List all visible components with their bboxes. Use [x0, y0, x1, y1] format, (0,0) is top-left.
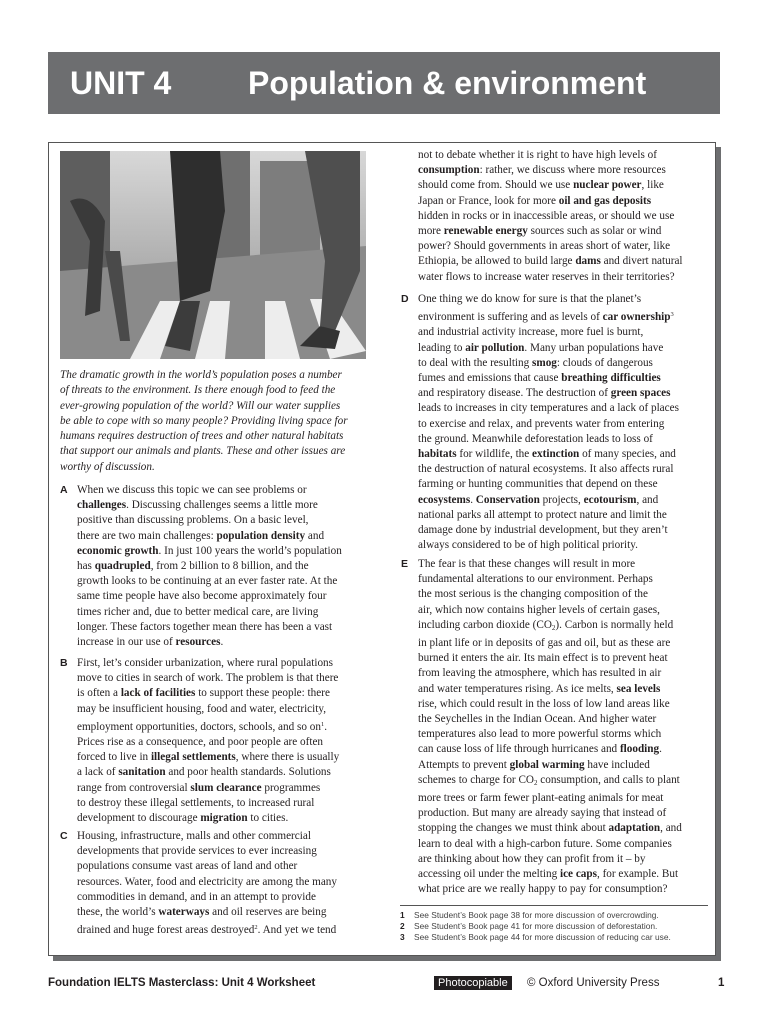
paragraph-label: A [60, 484, 68, 496]
text-segment: and oil reserves are being [209, 906, 327, 919]
text-segment: projects, [539, 493, 584, 506]
text-line [418, 636, 713, 651]
footnote-text: See Student’s Book page 44 for more discussion of reducing car use. [414, 932, 671, 942]
paragraph-label: C [60, 830, 68, 842]
text-line [418, 682, 713, 697]
text-line [418, 867, 713, 882]
text-segment: a lack of [77, 766, 119, 779]
text-segment: are thinking about how they can profit from it – by [418, 852, 646, 865]
text-line [418, 292, 713, 307]
text-segment: to cities. [247, 812, 289, 825]
text-segment: accessing oil under the melting [418, 868, 560, 881]
text-line [77, 735, 372, 750]
caption-line: be able to cope with so many people? Providing living space for [60, 414, 348, 427]
text-segment: including carbon dioxide (CO [418, 618, 552, 631]
text-line [418, 270, 713, 285]
unit-number: UNIT 4 [70, 65, 172, 101]
key-term: global warming [509, 758, 585, 771]
paragraph-text [77, 829, 372, 938]
text-segment: range from controversial [77, 781, 191, 794]
text-line [418, 618, 713, 636]
text-segment: temperatures also lead to more powerful storms which [418, 728, 662, 741]
paragraph-label: B [60, 657, 68, 669]
text-segment: drained and huge forest areas destroyed [77, 924, 255, 937]
text-segment: . [220, 636, 224, 649]
text-line [418, 773, 713, 791]
footnote-3 [400, 932, 671, 942]
key-term: migration [200, 812, 248, 825]
text-segment: water flows to increase water reserves in their territories? [418, 270, 675, 283]
text-segment: One thing we do know for sure is that the planet’s [418, 293, 642, 305]
text-segment: hidden in rocks or in inaccessible areas, or should we use [418, 209, 675, 222]
text-segment: developments that provide services to ever increasing [77, 845, 317, 858]
text-segment: programmes [261, 781, 321, 794]
text-line [418, 852, 713, 867]
text-segment: burned it enters the air. Its main effect is to prevent heat [418, 652, 668, 665]
text-segment: leading to [418, 341, 466, 354]
text-line [77, 859, 372, 874]
text-line [418, 341, 713, 356]
text-line [77, 656, 372, 671]
text-line [418, 163, 713, 178]
key-term: sea levels [616, 682, 661, 695]
text-segment: 2 [551, 623, 556, 632]
text-line [418, 194, 713, 209]
paragraph-d [401, 292, 713, 553]
text-line [418, 224, 713, 239]
text-segment: fundamental alterations to our environment. Perhaps [418, 573, 653, 586]
key-term: nuclear power [573, 179, 642, 192]
text-line [418, 587, 713, 602]
text-segment: . In just 100 years the world’s population [158, 544, 342, 557]
text-line [418, 508, 713, 523]
key-term: flooding [619, 743, 660, 756]
text-segment: : rather, we discuss where more resources [479, 164, 666, 177]
text-line [77, 702, 372, 717]
text-line [77, 589, 372, 604]
text-line [77, 671, 372, 686]
text-segment: to support these people: there [195, 687, 330, 700]
text-line [418, 523, 713, 538]
key-term: population density [216, 529, 306, 542]
text-segment: , like [641, 179, 664, 192]
text-line [418, 307, 713, 325]
text-segment: the destruction of natural ecosystems. It also affects rural [418, 463, 674, 476]
text-line [418, 371, 713, 386]
text-line [418, 356, 713, 371]
text-line [77, 890, 372, 905]
text-segment: First, let’s consider urbanization, where rural populations [77, 657, 334, 669]
text-line [418, 712, 713, 727]
text-line [418, 477, 713, 492]
footnote-number: 2 [400, 921, 405, 931]
text-line [77, 574, 372, 589]
key-term: quadrupled [94, 560, 151, 573]
text-line [77, 750, 372, 765]
text-line [77, 781, 372, 796]
text-segment: power? Should governments in areas short of water, like [418, 240, 671, 253]
paragraph-text [418, 148, 713, 285]
key-term: smog [532, 356, 557, 369]
text-segment: schemes to charge for CO [418, 773, 534, 786]
text-segment: more trees or farm fewer plant-eating animals for meat [418, 792, 664, 805]
text-segment: , and [636, 493, 659, 506]
text-segment: employment opportunities, doctors, schools, and so on [77, 720, 321, 733]
text-segment: commodities in demand, and in an attempt to provide [77, 890, 316, 903]
text-segment: Japan or France, look for more [418, 194, 559, 207]
text-line [418, 837, 713, 852]
key-term: Conservation [475, 493, 540, 506]
key-term: air pollution [465, 341, 525, 354]
paragraph-e [401, 557, 713, 897]
text-segment: national parks all attempt to protect nature and limit the [418, 508, 667, 521]
page-number: 1 [718, 977, 725, 989]
text-segment: forced to live in [77, 751, 151, 764]
paragraph-a [60, 483, 372, 650]
text-segment: the most serious is the changing composition of the [418, 588, 648, 601]
footnote-divider [400, 905, 708, 906]
caption-line: The dramatic growth in the world’s population poses a number [60, 369, 342, 381]
text-segment: resources. Water, food and electricity are among the many [77, 875, 337, 888]
text-segment: populations consume vast areas of land and other [77, 860, 298, 873]
text-segment: positive than discussing problems. On a basic level, [77, 514, 309, 527]
text-line [418, 791, 713, 806]
text-segment: learn to deal with a high-carbon future. Some companies [418, 837, 672, 850]
paragraph-label: E [401, 558, 409, 570]
key-term: dams [575, 255, 601, 268]
text-segment: environment is suffering and as levels of [418, 311, 603, 324]
text-segment: 2 [533, 778, 538, 787]
text-line [418, 882, 713, 897]
text-segment: The fear is that these changes will result in more [418, 558, 636, 570]
text-segment: for wildlife, the [456, 448, 533, 461]
text-segment: is often a [77, 687, 121, 700]
text-segment: to destroy these illegal settlements, to increased rural [77, 796, 315, 809]
text-line [77, 920, 372, 938]
text-segment: times richer and, due to better medical care, are living [77, 605, 319, 618]
caption-line: ever-growing population of the world? Will our water supplies [60, 399, 341, 412]
text-segment: move to cities in search of work. The problem is that there [77, 672, 339, 685]
text-line [418, 254, 713, 269]
text-line [77, 529, 372, 544]
text-segment: of many species, and [579, 448, 676, 461]
key-term: challenges [77, 499, 127, 512]
text-segment: has [77, 560, 95, 573]
text-segment: . [470, 493, 476, 506]
photo-illustration [60, 151, 366, 359]
text-segment: When we discuss this topic we can see problems or [77, 484, 307, 496]
text-segment: and industrial activity increase, more fuel is burnt, [418, 326, 644, 339]
text-line [418, 666, 713, 681]
footnote-2 [400, 921, 657, 931]
text-line [418, 148, 713, 163]
key-term: slum clearance [190, 781, 262, 794]
text-line [77, 544, 372, 559]
text-segment: these, the world’s [77, 906, 159, 919]
text-line [418, 821, 713, 836]
text-line [77, 796, 372, 811]
text-line [418, 538, 713, 553]
key-term: consumption [418, 164, 480, 177]
text-segment: 3 [670, 311, 674, 319]
text-segment: 2 [254, 924, 258, 932]
text-line [418, 758, 713, 773]
key-term: illegal settlements [150, 751, 236, 764]
text-segment: and [305, 529, 325, 542]
key-term: oil and gas deposits [558, 194, 652, 207]
unit-banner [48, 52, 720, 114]
text-segment: . [659, 743, 662, 756]
unit-title: Population & environment [248, 65, 647, 101]
text-segment: the ground. Meanwhile deforestation leads to loss of [418, 432, 653, 445]
text-line [418, 557, 713, 572]
text-line [77, 498, 372, 513]
footnote-text: See Student’s Book page 41 for more discussion of deforestation. [414, 921, 658, 931]
text-segment: should come from. Should we use [418, 179, 574, 192]
photo-caption [60, 368, 366, 475]
text-segment: leads to increases in city temperatures and a lack of places [418, 402, 679, 415]
text-segment: , and [660, 822, 682, 835]
text-segment: and divert natural [600, 255, 683, 268]
key-term: sanitation [118, 766, 166, 779]
key-term: ice caps [559, 868, 597, 881]
text-line [418, 493, 713, 508]
caption-line: worthy of discussion. [60, 460, 155, 473]
paragraph-c-continued [401, 148, 713, 285]
text-segment: stopping the changes we must think about [418, 822, 609, 835]
key-term: economic growth [77, 544, 159, 557]
paragraph-text [77, 483, 372, 650]
text-line [77, 875, 372, 890]
key-term: renewable energy [443, 225, 528, 238]
key-term: resources [175, 636, 221, 649]
text-line [418, 417, 713, 432]
text-segment: air, which now contains higher levels of certain gases, [418, 603, 660, 616]
text-segment: Prices rise as a consequence, and poor people are often [77, 736, 324, 749]
text-line [418, 432, 713, 447]
text-line [418, 209, 713, 224]
text-line [418, 572, 713, 587]
text-segment: and poor health standards. Solutions [165, 766, 331, 779]
text-segment: from leaving the atmosphere, which has resulted in air [418, 667, 662, 680]
text-segment: , for example. But [596, 868, 679, 881]
text-line [77, 513, 372, 528]
text-line [418, 727, 713, 742]
text-line [77, 635, 372, 650]
copyright-notice: © Oxford University Press [527, 977, 660, 989]
text-segment: Housing, infrastructure, malls and other commercial [77, 830, 311, 842]
text-line [77, 905, 372, 920]
text-segment: same time people have also become approximately four [77, 590, 327, 603]
text-segment: , where there is usually [235, 751, 340, 764]
text-line [418, 806, 713, 821]
text-segment: consumption, and calls to plant [537, 773, 680, 786]
text-line [77, 717, 372, 735]
text-segment: in plant life or in deposits of gas and oil, but as these are [418, 637, 671, 650]
footnote-number: 3 [400, 932, 405, 942]
caption-line: humans requires destruction of trees and other natural habitats [60, 430, 344, 443]
text-line [77, 483, 372, 498]
paragraph-text [418, 292, 713, 553]
footer-title: Foundation IELTS Masterclass: Unit 4 Worksheet [48, 977, 316, 989]
footnote-1 [400, 910, 659, 920]
text-segment: Ethiopia, be allowed to build large [418, 255, 576, 268]
text-segment: ). Carbon is normally held [555, 618, 674, 631]
text-segment: damage done by industrial development, but they aren’t [418, 524, 668, 537]
text-segment: : clouds of dangerous [556, 356, 653, 369]
key-term: car ownership [602, 311, 671, 324]
text-segment: the Seychelles in the Indian Ocean. And higher water [418, 713, 657, 726]
photocopiable-badge: Photocopiable [434, 976, 512, 990]
caption-line: of threats to the environment. Is there enough food to feed the [60, 384, 336, 397]
text-segment: . Many urban populations have [524, 341, 664, 354]
text-segment: longer. These factors together mean there has been a vast [77, 620, 333, 633]
text-segment: may be insufficient housing, food and water, electricity, [77, 702, 327, 715]
text-segment: and respiratory disease. The destruction of [418, 387, 611, 400]
text-segment: development to discourage [77, 812, 201, 825]
text-segment: and water temperatures rising. As ice melts, [418, 682, 617, 695]
text-segment: 1 [320, 720, 325, 728]
key-term: lack of facilities [120, 687, 196, 700]
text-line [77, 605, 372, 620]
text-line [77, 829, 372, 844]
text-segment: fumes and emissions that cause [418, 372, 562, 385]
paragraph-b [60, 656, 372, 826]
text-line [418, 651, 713, 666]
key-term: ecosystems [418, 493, 471, 506]
text-segment: always considered to be of high political priority. [418, 539, 638, 552]
text-segment: what price are we really happy to pay for consumption? [418, 883, 668, 896]
text-line [77, 620, 372, 635]
text-line [418, 178, 713, 193]
paragraph-label: D [401, 293, 409, 305]
key-term: extinction [532, 448, 580, 461]
text-line [418, 603, 713, 618]
text-segment: can cause loss of life through hurricanes and [418, 743, 620, 756]
text-segment: increase in our use of [77, 636, 176, 649]
text-line [418, 386, 713, 401]
text-segment: farming or hunting communities that depend on these [418, 478, 658, 491]
text-line [418, 697, 713, 712]
footnote-text: See Student’s Book page 38 for more discussion of overcrowding. [414, 910, 659, 920]
text-segment: more [418, 225, 444, 238]
key-term: adaptation [608, 822, 661, 835]
text-line [418, 325, 713, 340]
text-segment: have included [584, 758, 650, 771]
key-term: waterways [158, 906, 210, 919]
text-line [77, 559, 372, 574]
text-line [418, 462, 713, 477]
text-segment: , from 2 billion to 8 billion, and the [150, 560, 309, 573]
pedestrian-crossing-photo [60, 151, 366, 359]
text-segment: sources such as solar or wind [527, 225, 662, 238]
text-line [77, 765, 372, 780]
text-segment: to deal with the resulting [418, 356, 533, 369]
text-segment: there are two main challenges: [77, 529, 217, 542]
paragraph-c [60, 829, 372, 938]
text-line [77, 844, 372, 859]
key-term: green spaces [610, 387, 671, 400]
footnote-number: 1 [400, 910, 405, 920]
text-line [418, 239, 713, 254]
text-segment: to exercise and relax, and prevents water from entering [418, 417, 665, 430]
text-segment: rise, which could result in the loss of low land areas like [418, 697, 670, 710]
text-segment: . Discussing challenges seems a little more [126, 499, 318, 512]
caption-line: that support our animals and plants. These and other issues are [60, 445, 346, 458]
text-line [77, 686, 372, 701]
text-line [418, 447, 713, 462]
text-segment: not to debate whether it is right to have high levels of [418, 149, 657, 161]
key-term: habitats [418, 448, 457, 461]
paragraph-text [418, 557, 713, 897]
paragraph-text [77, 656, 372, 826]
text-line [77, 811, 372, 826]
text-segment: . [324, 720, 327, 733]
text-line [418, 742, 713, 757]
text-segment: Attempts to prevent [418, 758, 510, 771]
text-segment: . And yet we tend [257, 924, 337, 937]
key-term: breathing difficulties [561, 372, 661, 385]
text-line [418, 401, 713, 416]
key-term: ecotourism [583, 493, 637, 506]
text-segment: production. But many are already saying that instead of [418, 807, 667, 820]
text-segment: growth looks to be continuing at an ever faster rate. At the [77, 575, 338, 588]
